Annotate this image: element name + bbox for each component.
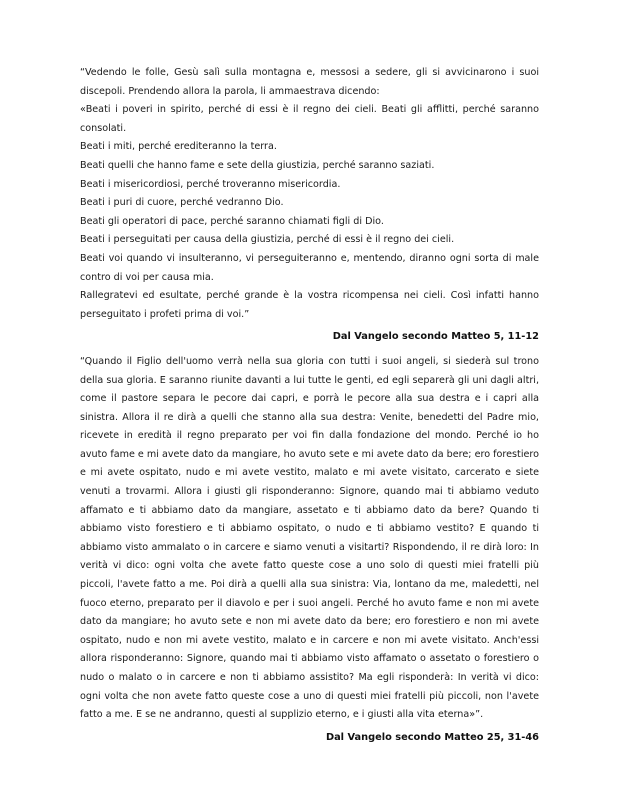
beatitude-line: «Beati i poveri in spirito, perché di essi è il regno dei cieli. Beati gli afflitti, perché saranno consolati. (80, 104, 539, 134)
beatitude-line: Beati gli operatori di pace, perché saranno chiamati figli di Dio. (80, 215, 384, 227)
reading1-attribution: Dal Vangelo secondo Matteo 5, 11-12 (332, 331, 539, 343)
beatitude-line: Beati i puri di cuore, perché vedranno Dio. (80, 197, 284, 209)
reading2-text: “Quando il Figlio dell'uomo verrà nella sua gloria con tutti i suoi angeli, si siederà sul trono della sua gloria. E saranno riunite davanti a lui tutte le genti, ed egli separerà gli uni dagli altri, come il pastore separa le pecore dai capri, e porrà le pecore alla sua destra e i capri alla sinistra. Allora il re dirà a quelli che stanno alla sua destra: Venite, benedetti del Padre mio, ricevete in eredità il regno preparato per voi fin dalla fondazione del mondo. Perché io ho avuto fame e mi avete dato da mangiare, ho avuto sete e mi avete dato da bere; ero forestiero e mi avete ospitato, nudo e mi avete vestito, malato e mi avete visitato, carcerato e siete venuti a trovarmi. Allora i giusti gli risponderanno: Signore, quando mai ti abbiamo veduto affamato e ti abbiamo dato da mangiare, assetato e ti abbiamo dato da bere? Quando ti abbiamo visto forestiero e ti abbiamo ospitato, o nudo e ti abbiamo vestito? E quando ti abbiamo visto ammalato o in carcere e siamo venuti a visitarti? Rispondendo, il re dirà loro: In verità vi dico: ogni volta che avete fatto queste cose a uno solo di questi miei fratelli più piccoli, l'avete fatto a me. Poi dirà a quelli alla sua sinistra: Via, lontano da me, maledetti, nel fuoco eterno, preparato per il diavolo e per i suoi angeli. Perché ho avuto fame e non mi avete dato da mangiare; ho avuto sete e non mi avete dato da bere; ero forestiero e non mi avete ospitato, nudo e non mi avete vestito, malato e in carcere e non mi avete visitato. Anch'essi allora risponderanno: Signore, quando mai ti abbiamo visto affamato o assetato o forestiero o nudo o malato o in carcere e non ti abbiamo assistito? Ma egli risponderà: In verità vi dico: ogni volta che non avete fatto queste cose a uno di questi miei fratelli più piccoli, non l'avete fatto a me. E se ne andranno, questi al supplizio eterno, e i giusti alla vita eterna»”. (80, 355, 539, 721)
document-page (80, 64, 539, 753)
reading-beatitudes (80, 64, 539, 347)
reading1-intro: “Vedendo le folle, Gesù salì sulla montagna e, messosi a sedere, gli si avvicinarono i suoi discepoli. Prendendo allora la parola, li ammaestrava dicendo: (80, 67, 539, 97)
reading-last-judgment (80, 353, 539, 747)
reading2-attribution: Dal Vangelo secondo Matteo 25, 31-46 (325, 731, 539, 743)
beatitude-line: Rallegratevi ed esultate, perché grande è la vostra ricompensa nei cieli. Così infatti hanno perseguitato i profeti prima di voi.” (80, 290, 539, 320)
beatitude-line: Beati i misericordiosi, perché troveranno misericordia. (80, 178, 341, 190)
beatitude-line: Beati i miti, perché erediteranno la terra. (80, 141, 277, 153)
beatitude-line: Beati quelli che hanno fame e sete della giustizia, perché saranno saziati. (80, 159, 435, 171)
beatitude-line: Beati voi quando vi insulteranno, vi perseguiteranno e, mentendo, diranno ogni sorta di male contro di voi per causa mia. (80, 252, 539, 283)
beatitude-line: Beati i perseguitati per causa della giustizia, perché di essi è il regno dei cieli. (80, 234, 455, 246)
